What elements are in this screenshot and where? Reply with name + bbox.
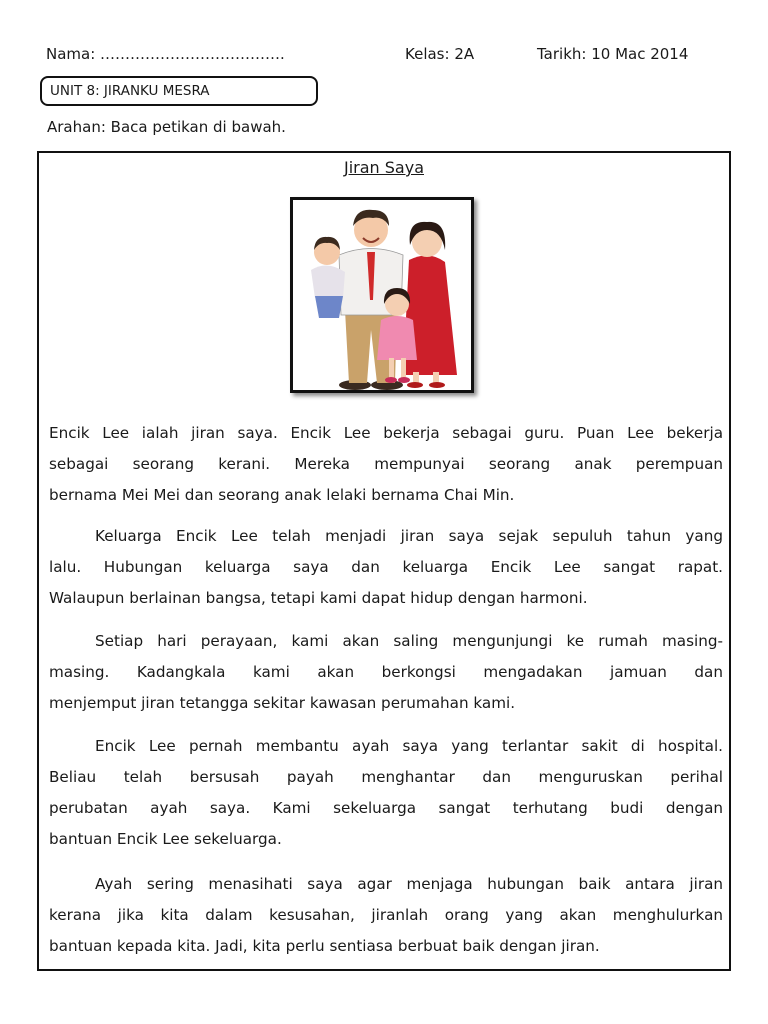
family-illustration [290,197,474,393]
passage-title [39,158,729,177]
paragraph-line: bantuan Encik Lee sekeluarga. [49,830,282,848]
paragraph-line: Keluarga Encik Lee telah menjadi jiran saya sejak sepuluh tahun yang [95,527,723,545]
unit-title-box: UNIT 8: JIRANKU MESRA [40,76,318,106]
name-label: Nama [46,45,91,63]
passage-frame [37,151,731,971]
passage-title-text: Jiran Saya [343,158,424,177]
date-label: Tarikh: 10 Mac 2014 [537,45,689,63]
paragraph-line: bernama Mei Mei dan seorang anak lelaki bernama Chai Min. [49,486,515,504]
instruction [47,118,286,136]
instruction-text: : Baca petikan di bawah. [100,118,286,136]
paragraph-line: bantuan kepada kita. Jadi, kita perlu sentiasa berbuat baik dengan jiran. [49,937,600,955]
paragraph-line: menjemput jiran tetangga sekitar kawasan perumahan kami. [49,694,516,712]
name-blank[interactable]: : ………………………………. [90,45,285,63]
name-field[interactable] [46,45,285,63]
paragraph-line: Walaupun berlainan bangsa, tetapi kami dapat hidup dengan harmoni. [49,589,588,607]
class-label: Kelas: 2A [405,45,475,63]
paragraph-4 [49,731,723,855]
paragraph-line: Beliau telah bersusah payah menghantar dan menguruskan perihal [49,768,723,786]
instruction-label: Arahan [47,118,101,136]
family-drawing [293,200,471,390]
paragraph-2 [49,521,723,614]
paragraph-line: perubatan ayah saya. Kami sekeluarga sangat terhutang budi dengan [49,799,723,817]
paragraph-line: Setiap hari perayaan, kami akan saling mengunjungi ke rumah masing- [95,632,723,650]
paragraph-line: Encik Lee pernah membantu ayah saya yang terlantar sakit di hospital. [95,737,723,755]
paragraph-line: masing. Kadangkala kami akan berkongsi mengadakan jamuan dan [49,663,723,681]
paragraph-3 [49,626,723,719]
paragraph-line: Ayah sering menasihati saya agar menjaga hubungan baik antara jiran [95,875,723,893]
paragraph-line: sebagai seorang kerani. Mereka mempunyai seorang anak perempuan [49,455,723,473]
paragraph-line: Encik Lee ialah jiran saya. Encik Lee bekerja sebagai guru. Puan Lee bekerja [49,424,723,442]
paragraph-line: lalu. Hubungan keluarga saya dan keluarga Encik Lee sangat rapat. [49,558,723,576]
paragraph-1 [49,418,723,511]
paragraph-5 [49,869,723,962]
paragraph-line: kerana jika kita dalam kesusahan, jiranlah orang yang akan menghulurkan [49,906,723,924]
